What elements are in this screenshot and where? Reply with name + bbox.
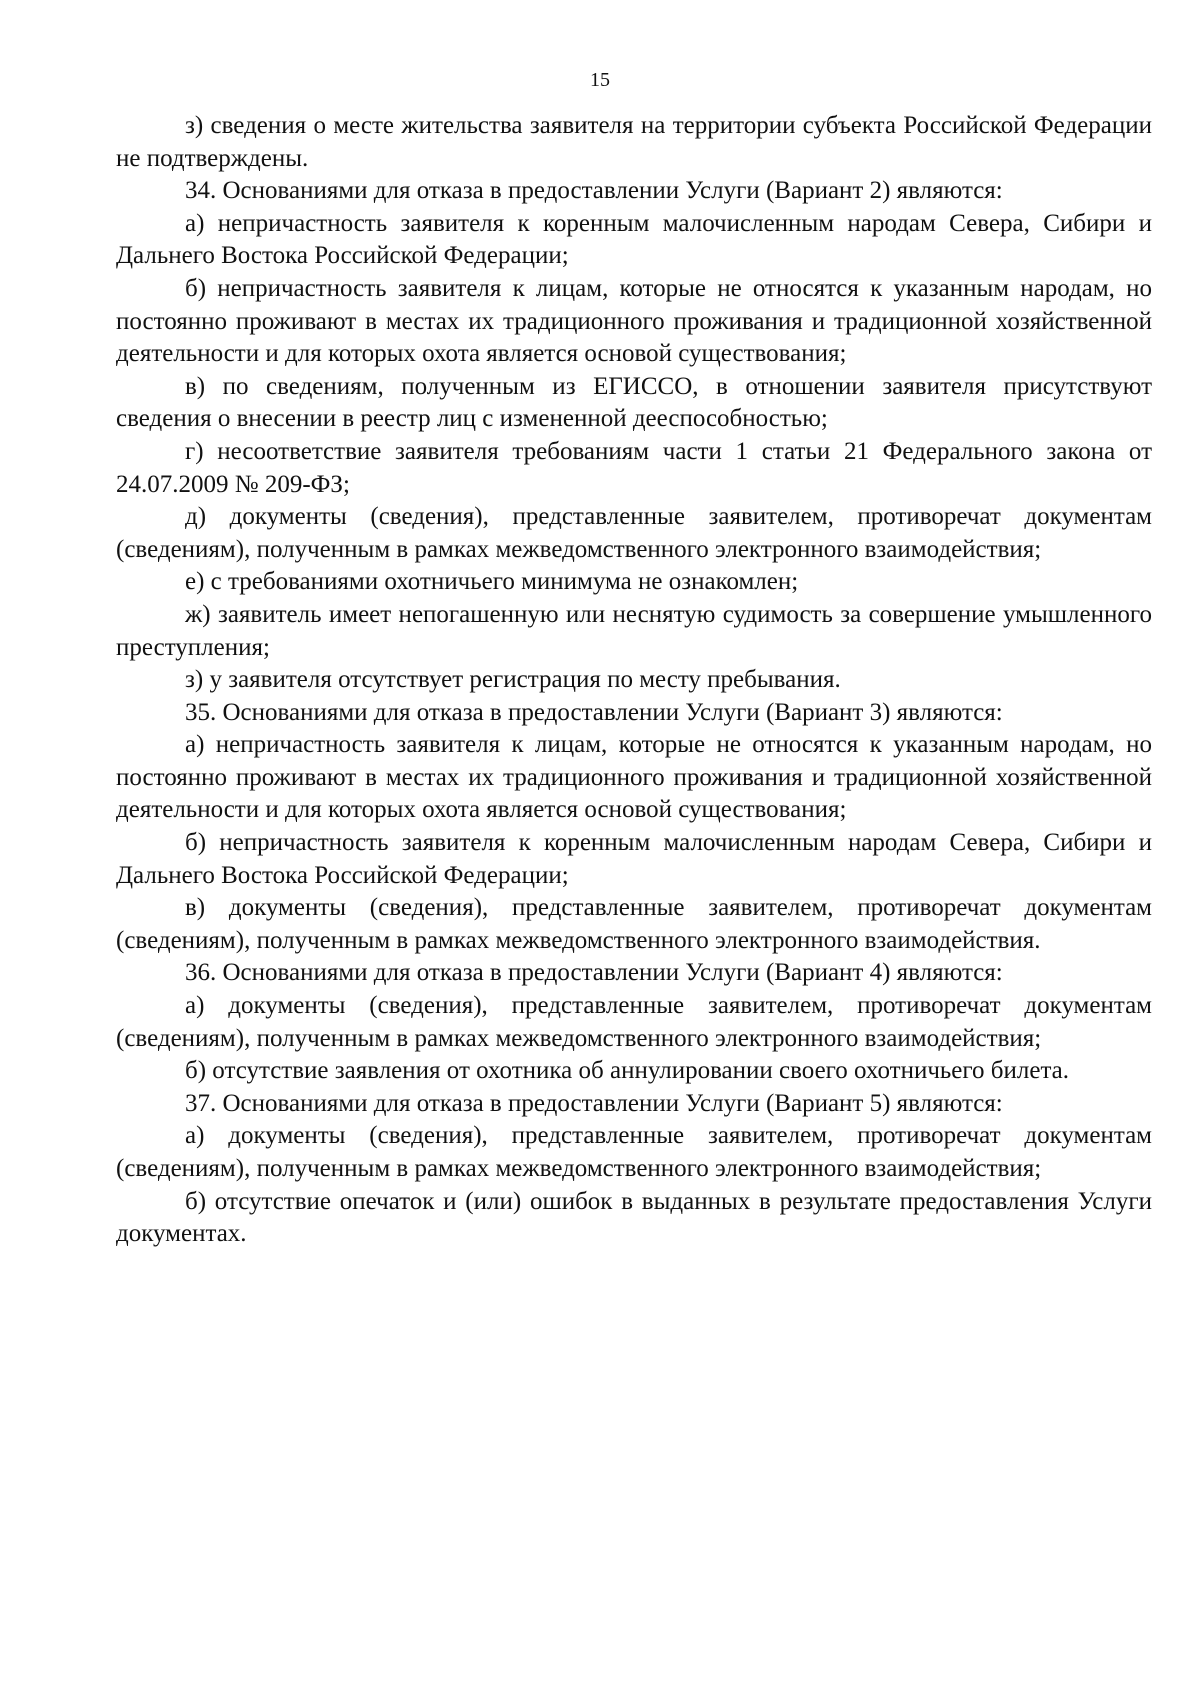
paragraph-35-b: б) непричастность заявителя к коренным малочисленным народам Севера, Сибири и Дальнего Востока Российской Федерации; [116, 829, 1152, 889]
paragraph-z-residence: з) сведения о месте жительства заявителя на территории субъекта Российской Федерации не подтверждены. [116, 112, 1152, 172]
paragraph-35-a: а) непричастность заявителя к лицам, которые не относятся к указанным народам, но постоянно проживают в местах их традиционного проживания и традиционной хозяйственной деятельности и для которых охота является основой существования; [116, 731, 1152, 824]
paragraph-34-g: г) несоответствие заявителя требованиям части 1 статьи 21 Федерального закона от 24.07.2009 № 209-ФЗ; [116, 437, 1152, 498]
page-number: 15 [590, 69, 610, 91]
paragraph-37-heading: 37. Основаниями для отказа в предоставлении Услуги (Вариант 5) являются: [185, 1089, 1003, 1117]
paragraph-34-e: е) с требованиями охотничьего минимума не ознакомлен; [185, 568, 799, 596]
paragraph-34-v: в) по сведениям, полученным из ЕГИССО, в отношении заявителя присутствуют сведения о внесении в реестр лиц с измененной дееспособностью; [116, 372, 1152, 433]
paragraph-34-z: з) у заявителя отсутствует регистрация по месту пребывания. [185, 666, 841, 694]
paragraph-36-a: а) документы (сведения), представленные заявителем, противоречат документам (сведениям), полученным в рамках межведомственного электронного взаимодействия; [116, 992, 1152, 1052]
paragraph-34-a: а) непричастность заявителя к коренным малочисленным народам Севера, Сибири и Дальнего Востока Российской Федерации; [116, 209, 1152, 270]
paragraph-37-b: б) отсутствие опечаток и (или) ошибок в выданных в результате предоставления Услуги документах. [116, 1187, 1152, 1248]
paragraph-34-b: б) непричастность заявителя к лицам, которые не относятся к указанным народам, но постоянно проживают в местах их традиционного проживания и традиционной хозяйственной деятельности и для которых охота является основой существования; [116, 274, 1152, 368]
paragraph-34-zh: ж) заявитель имеет непогашенную или неснятую судимость за совершение умышленного преступления; [116, 600, 1152, 661]
paragraph-35-v: в) документы (сведения), представленные заявителем, противоречат документам (сведениям), полученным в рамках межведомственного электронного взаимодействия. [116, 894, 1152, 954]
document-body [116, 110, 1152, 1251]
paragraph-37-a: а) документы (сведения), представленные заявителем, противоречат документам (сведениям), полученным в рамках межведомственного электронного взаимодействия; [116, 1122, 1152, 1182]
paragraph-36-b: б) отсутствие заявления от охотника об аннулировании своего охотничьего билета. [185, 1057, 1070, 1085]
paragraph-34-d: д) документы (сведения), представленные заявителем, противоречат документам (сведениям), полученным в рамках межведомственного электронного взаимодействия; [116, 503, 1152, 563]
paragraph-35-heading: 35. Основаниями для отказа в предоставлении Услуги (Вариант 3) являются: [185, 698, 1003, 726]
paragraph-34-heading: 34. Основаниями для отказа в предоставлении Услуги (Вариант 2) являются: [185, 177, 1003, 205]
paragraph-36-heading: 36. Основаниями для отказа в предоставлении Услуги (Вариант 4) являются: [185, 959, 1003, 987]
